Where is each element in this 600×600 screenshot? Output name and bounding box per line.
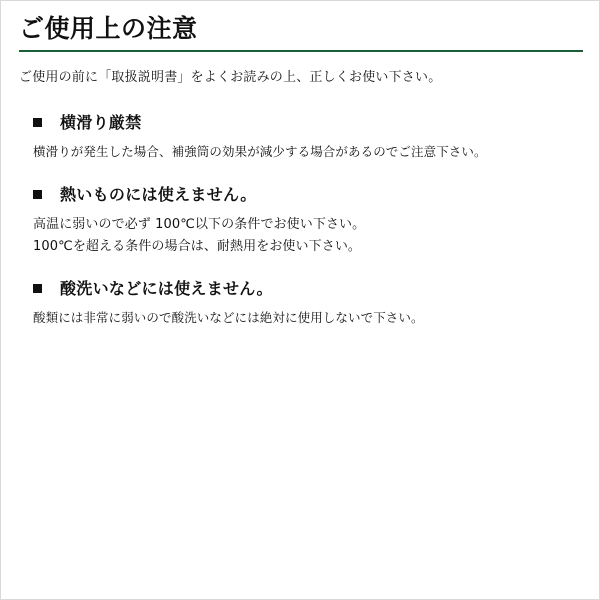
- notice-section-3-body: [19, 308, 581, 329]
- notice-section-2: [19, 185, 581, 257]
- notice-section-1-body: [19, 142, 581, 163]
- title-divider: [19, 50, 583, 52]
- notice-section-2-line-2: 100℃を超える条件の場合は、耐熱用をお使い下さい。: [33, 238, 362, 254]
- notice-section-2-header: [19, 185, 581, 204]
- notice-section-2-body: [19, 214, 581, 257]
- lead-paragraph: ご使用の前に「取扱説明書」をよくお読みの上、正しくお使い下さい。: [19, 69, 442, 85]
- square-bullet-icon: [33, 284, 42, 293]
- notice-section-2-title: 熱いものには使えません。: [60, 185, 257, 205]
- notice-section-3-line-1: 酸類には非常に弱いので酸洗いなどには絶対に使用しないで下さい。: [33, 310, 424, 326]
- square-bullet-icon: [33, 118, 42, 127]
- notice-section-3-header: [19, 279, 581, 298]
- notice-section-2-line-1: 高温に弱いので必ず 100℃以下の条件でお使い下さい。: [33, 217, 366, 233]
- square-bullet-icon: [33, 190, 42, 199]
- notice-section-1-header: [19, 113, 581, 132]
- document-content: [19, 15, 581, 351]
- notice-section-1: [19, 113, 581, 163]
- page-title: ご使用上の注意: [19, 14, 198, 43]
- notice-section-1-title: 横滑り厳禁: [60, 113, 142, 133]
- notice-section-3-title: 酸洗いなどには使えません。: [60, 279, 273, 299]
- notice-section-3: [19, 279, 581, 329]
- notice-section-1-line-1: 横滑りが発生した場合、補強筒の効果が減少する場合があるのでご注意下さい。: [33, 144, 487, 160]
